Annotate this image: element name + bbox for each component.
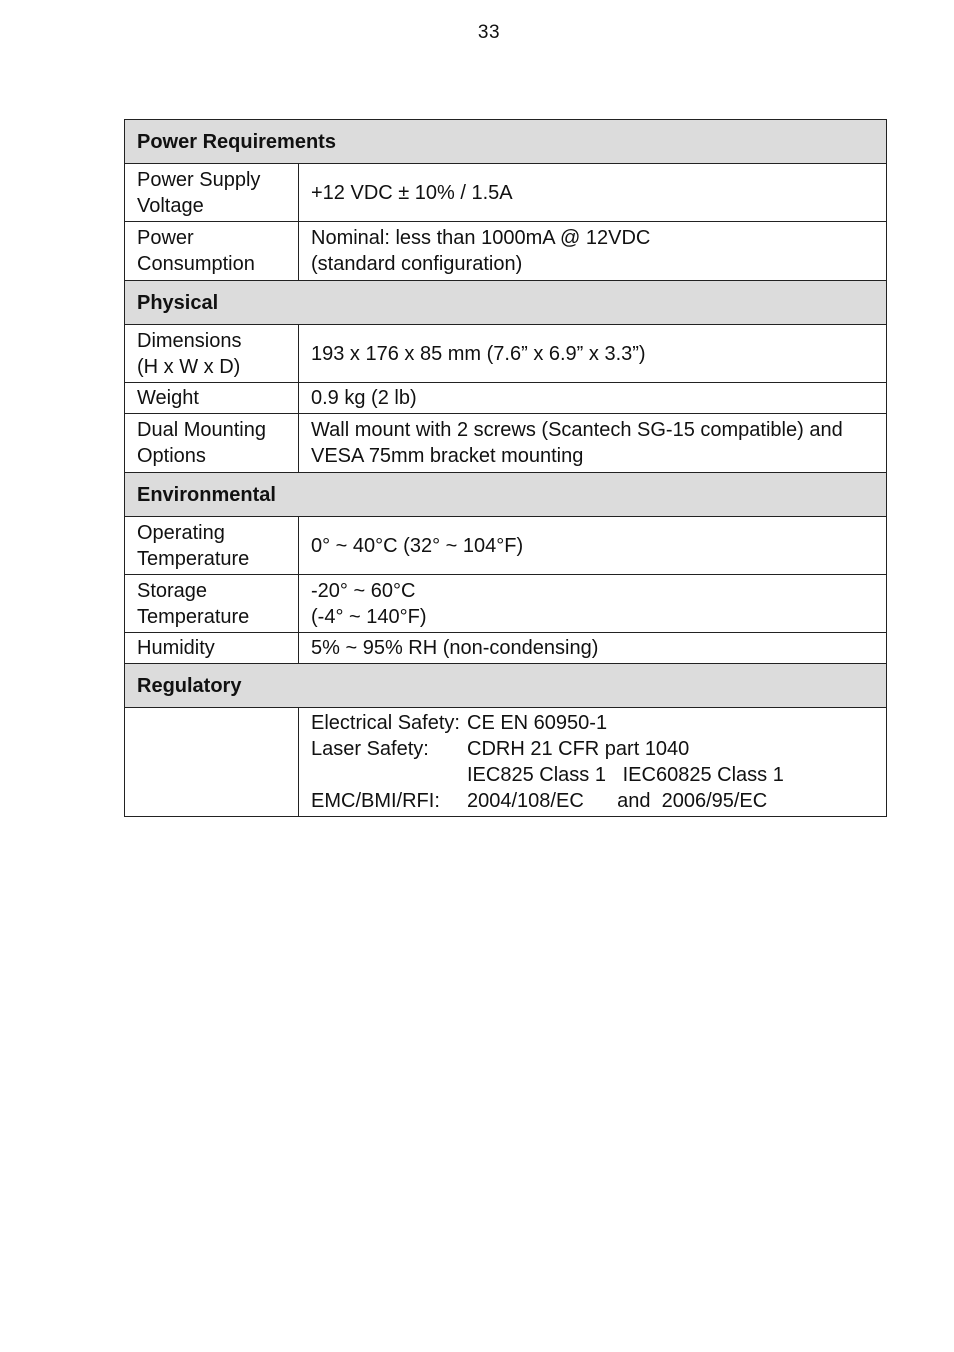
table-row [125,517,887,575]
regulatory-value: CE EN 60950-1 [467,712,608,734]
table-row [125,633,887,664]
row-value [299,575,887,633]
power-supply-voltage-value: +12 VDC ± 10% / 1.5A [311,181,513,204]
regulatory-key [311,762,467,788]
row-label [125,708,299,817]
regulatory-line-emc [311,788,874,814]
storage-temperature-label: Storage Temperature [137,579,250,628]
power-supply-voltage-label: Power Supply Voltage [137,168,261,217]
weight-value: 0.9 kg (2 lb) [311,387,417,409]
row-label [125,325,299,383]
operating-temperature-label: Operating Temperature [137,521,250,570]
storage-temperature-value: -20° ~ 60°C (-4° ~ 140°F) [311,579,427,628]
row-label [125,222,299,281]
row-label [125,164,299,222]
table-row [125,325,887,383]
row-value [299,414,887,473]
row-value [299,708,887,817]
dimensions-label: Dimensions (H x W x D) [137,329,242,378]
section-header-environmental [125,473,887,517]
row-label [125,575,299,633]
table-row [125,164,887,222]
regulatory-line-laser-safety [311,736,874,762]
regulatory-key: Electrical Safety: [311,712,460,734]
table-row [125,414,887,473]
dual-mounting-options-value: Wall mount with 2 screws (Scantech SG-15 compatible) and VESA 75mm bracket mounting [311,419,843,467]
section-title: Power Requirements [125,120,887,164]
section-header-power-requirements [125,120,887,164]
table-row [125,575,887,633]
row-label [125,633,299,664]
regulatory-key: EMC/BMI/RFI: [311,790,440,812]
row-value [299,164,887,222]
dual-mounting-options-label: Dual Mounting Options [137,419,266,467]
table-row [125,383,887,414]
power-consumption-value: Nominal: less than 1000mA @ 12VDC (standard configuration) [311,227,651,275]
section-title: Environmental [125,473,887,517]
row-label [125,383,299,414]
section-title: Regulatory [125,664,887,708]
power-consumption-label: Power Consumption [137,227,255,275]
regulatory-value: IEC825 Class 1 IEC60825 Class 1 [467,764,784,786]
regulatory-line-electrical-safety [311,710,874,736]
regulatory-value: CDRH 21 CFR part 1040 [467,738,690,760]
section-header-regulatory [125,664,887,708]
table-row [125,222,887,281]
section-header-physical [125,281,887,325]
row-value [299,222,887,281]
humidity-value: 5% ~ 95% RH (non-condensing) [311,637,599,659]
regulatory-key: Laser Safety: [311,738,429,760]
regulatory-line-laser-class [311,762,874,788]
specifications-table [124,119,887,817]
row-value [299,383,887,414]
humidity-label: Humidity [137,637,215,659]
section-title: Physical [125,281,887,325]
row-label [125,517,299,575]
operating-temperature-value: 0° ~ 40°C (32° ~ 104°F) [311,534,524,557]
row-value [299,633,887,664]
weight-label: Weight [137,387,199,409]
row-label [125,414,299,473]
page-number: 33 [477,22,501,43]
row-value [299,517,887,575]
table-row [125,708,887,817]
row-value [299,325,887,383]
dimensions-value: 193 x 176 x 85 mm (7.6” x 6.9” x 3.3”) [311,342,646,365]
regulatory-value: 2004/108/EC and 2006/95/EC [467,790,768,812]
